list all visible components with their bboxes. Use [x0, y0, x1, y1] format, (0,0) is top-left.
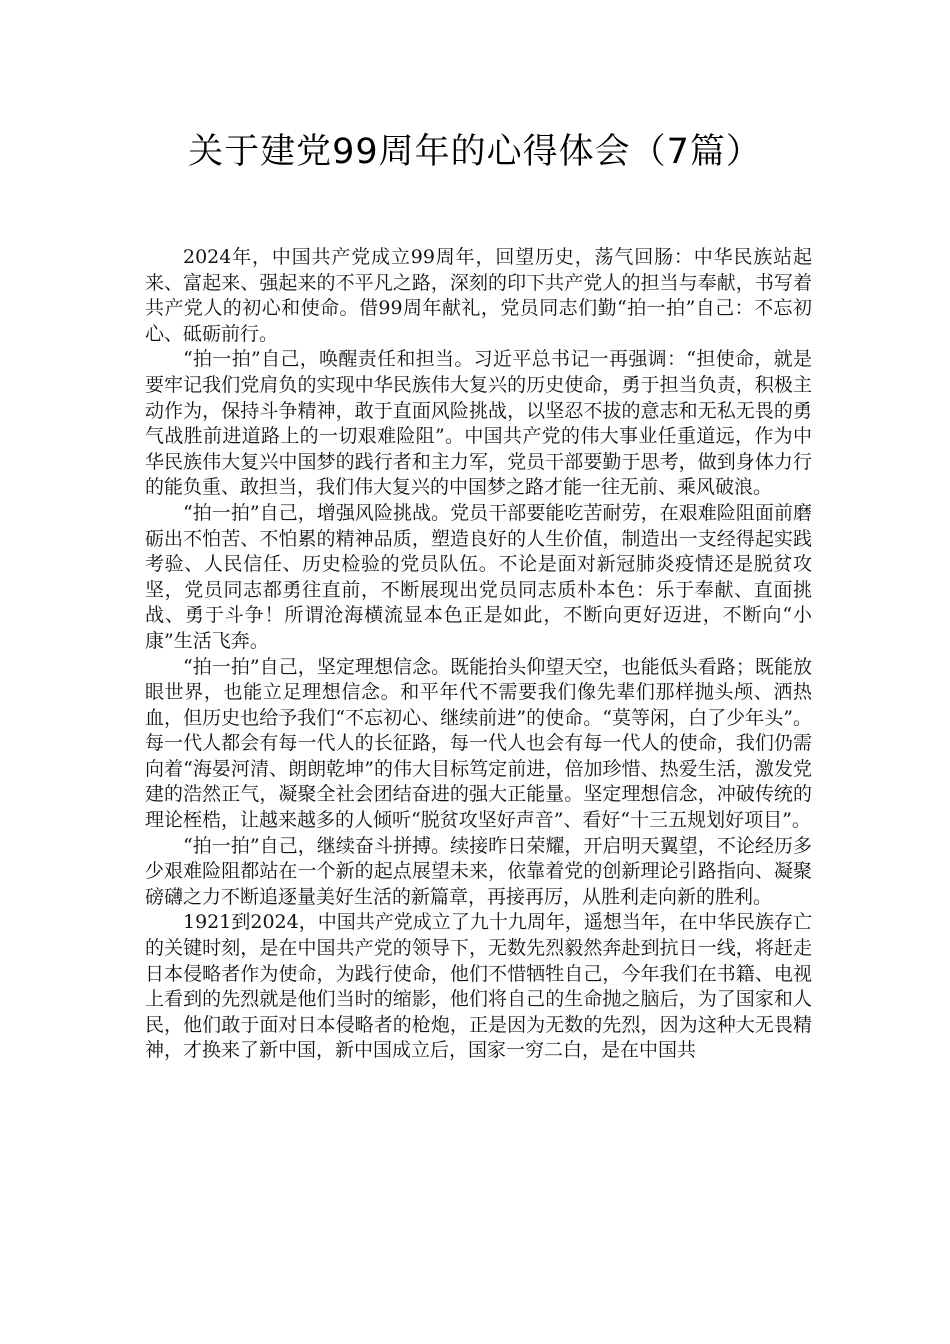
paragraph: 2024年，中国共产党成立99周年，回望历史，荡气回肠：中华民族站起来、富起来、强起来的不平凡之路，深刻的印下共产党人的担当与奉献，书写着共产党人的初心和使命。借99周年献礼，党员同志们勤“拍一拍”自己：不忘初心、砥砺前行。 — [145, 246, 812, 345]
paragraph: “拍一拍”自己，坚定理想信念。既能抬头仰望天空，也能低头看路；既能放眼世界，也能立足理想信念。和平年代不需要我们像先辈们那样抛头颅、洒热血，但历史也给予我们“不忘初心、继续前进”的使命。“莫等闲，白了少年头”。每一代人都会有每一代人的长征路，每一代人也会有每一代人的使命，我们仍需向着“海晏河清、朗朗乾坤”的伟大目标笃定前进，倍加珍惜、热爱生活，激发党建的浩然正气，凝聚全社会团结奋进的强大正能量。坚定理想信念，冲破传统的理论桎梏，让越来越多的人倾听“脱贫攻坚好声音”、看好“十三五规划好项目”。 — [145, 655, 812, 832]
paragraph: “拍一拍”自己，唤醒责任和担当。习近平总书记一再强调：“担使命，就是要牢记我们党肩负的实现中华民族伟大复兴的历史使命，勇于担当负责，积极主动作为，保持斗争精神，敢于直面风险挑战，以坚忍不拔的意志和无私无畏的勇气战胜前进道路上的一切艰难险阻”。中国共产党的伟大事业任重道远，作为中华民族伟大复兴中国梦的践行者和主力军，党员干部要勤于思考，做到身体力行的能负重、敢担当，我们伟大复兴的中国梦之路才能一往无前、乘风破浪。 — [145, 348, 812, 499]
paragraph: “拍一拍”自己，继续奋斗拼搏。续接昨日荣耀，开启明天翼望，不论经历多少艰难险阻都站在一个新的起点展望未来，依靠着党的创新理论引路指向、凝聚磅礴之力不断追逐量美好生活的新篇章，再接再厉，从胜利走向新的胜利。 — [145, 834, 812, 908]
paragraph: “拍一拍”自己，增强风险挑战。党员干部要能吃苦耐劳，在艰难险阻面前磨砺出不怕苦、不怕累的精神品质，塑造良好的人生价值，制造出一支经得起实践考验、人民信任、历史检验的党员队伍。不论是面对新冠肺炎疫情还是脱贫攻坚，党员同志都勇往直前，不断展现出党员同志质朴本色：乐于奉献、直面挑战、勇于斗争！所谓沧海横流显本色正是如此，不断向更好迈进，不断向“小康”生活飞奔。 — [145, 501, 812, 652]
document-body — [145, 245, 812, 1064]
paragraph: 1921到2024，中国共产党成立了九十九周年，遥想当年，在中华民族存亡的关键时刻，是在中国共产党的领导下，无数先烈毅然奔赴到抗日一线，将赶走日本侵略者作为使命，为践行使命，他们不惜牺牲自己，今年我们在书籍、电视上看到的先烈就是他们当时的缩影，他们将自己的生命抛之脑后，为了国家和人民，他们敢于面对日本侵略者的枪炮，正是因为无数的先烈，因为这种大无畏精神，才换来了新中国，新中国成立后，国家一穷二白，是在中国共 — [145, 911, 812, 1062]
document-title: 关于建党99周年的心得体会（7篇） — [188, 132, 762, 172]
